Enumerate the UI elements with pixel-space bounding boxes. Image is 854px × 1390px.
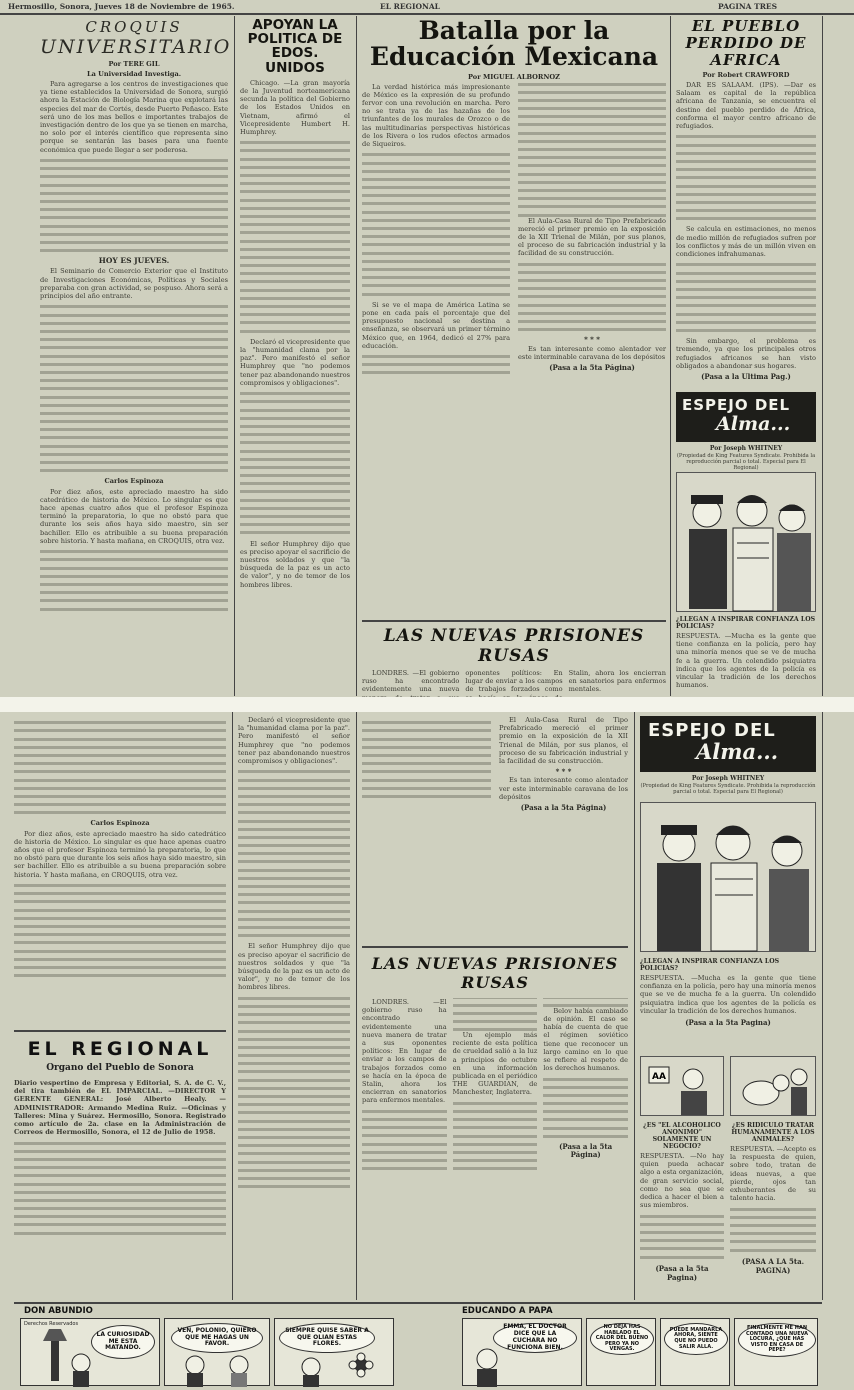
comic-rights: Derechos Reservados xyxy=(24,1321,79,1327)
prisiones-jump: (Pasa a la 5ta Página) xyxy=(559,1142,613,1160)
batalla-paragraph-1: La verdad histórica más impresionante de México es la expresión de su profundo fervor con una revolución en marcha. Pero no se trata ya de las hazañas de los triunfantes de los murales de Orozco o de las multitudinarias perspectivas históricas de los Rivera o los rudos efectos armados de Siqueiros. xyxy=(362,82,510,148)
espejo-title-top: ESPEJO DEL xyxy=(682,396,791,414)
comic-panel-4 xyxy=(462,1318,582,1386)
croquis-intro: La Universidad Investiga. xyxy=(86,70,182,78)
comic-panel-6 xyxy=(660,1318,730,1386)
africa-paragraph-1: DAR ES SALAAM. (IPS). —Dar es Salaam es capital de la república africana de Tanzania, se encuentra el destino del pueblo perdido de África, conforma el mayor centro africano de refugiados. xyxy=(676,81,816,131)
prisiones-teaser-paragraph: LONDRES. —El gobierno ruso ha encontrado evidentemente una nueva oponentes políticos: En lugar de enviar a los campos de trabajos forzados como Stalin, ahora los encierran en sanatorios para enfermos mentales. xyxy=(362,669,666,694)
alcoholics-jump: (Pasa a la 5ta Pagina) xyxy=(655,1263,709,1282)
regional-subtitle: Organo del Pueblo de Sonora xyxy=(46,1063,194,1073)
croquis-title: UNIVERSITARIO xyxy=(40,36,232,58)
header-rule xyxy=(0,13,854,15)
regional-details: Diario vespertino de Empresa y Editorial, S. A. de C. V., del tira también de EL IMPARCIAL. —DIRECTOR Y GERENTE GENERAL: José Alberto Healy. —ADMINISTRADOR: Armando Medina Ruiz. —Oficinas y Talleres: Mina y Suárez. Hermosillo, Sonora. Registrado como artículo de 2a. clase en la Administración de Correos de Hermosillo, Sonora, el 12 de Julio de 1958. xyxy=(14,1079,226,1137)
animals-question: ¿ES RIDICULO TRATAR HUMANAMENTE A LOS ANIMALES? xyxy=(731,1122,815,1143)
comic-panel-3 xyxy=(274,1318,394,1386)
column-rule xyxy=(822,16,823,696)
politica-paragraph-3: El señor Humphrey dijo que es preciso apoyar el sacrificio de nuestros soldados y que "la búsqueda de la paz es un acto de valor", y no de temor de los hombres libres. xyxy=(240,539,350,589)
animals-answer: RESPUESTA. —Acepto es la respuesta de quien, sobre todo, tratan de ideas nuevas, a que pierde, ojos tan exhuberantes de su talento hacia. xyxy=(730,1145,816,1203)
comic-bubble-4: EMMA, EL DOCTOR DICE QUE LA CUCHARA NO FUNCIONA BIEN. xyxy=(493,1323,577,1353)
africa-paragraph-2: Se calcula en estimaciones, no menos de medio millón de refugiados sufren por los conflictos y más de un millón viven en condiciones infrahumanas. xyxy=(676,225,816,259)
comic-panel-2 xyxy=(164,1318,270,1386)
animals-qa xyxy=(730,1120,816,1298)
croquis-byline: Por TERE GIL xyxy=(108,60,160,68)
comic-panel-5 xyxy=(586,1318,656,1386)
africa-column xyxy=(676,18,816,388)
espejo-answer-top: RESPUESTA. —Mucha es la gente que tiene confianza en la policía, pero hay una minoría menos que se ve de mucha fe a la guerra. Un colendido psiquiatra indica que los agentes de la policía es vincular la tradición de los derechos humanos. xyxy=(676,632,816,690)
column-rule xyxy=(234,16,235,696)
regional-title: EL REGIONAL xyxy=(27,1038,213,1060)
alcoholics-drawing xyxy=(641,1057,723,1115)
espejo-credit-text: (Propiedad de King Features Syndicate. Prohibida la reproducción parcial o total. Especial para El Regional) xyxy=(676,453,816,471)
alcoholics-question: ¿ES "EL ALCOHOLICO ANONIMO" SOLAMENTE UN NEGOCIO? xyxy=(643,1122,721,1150)
politica-body xyxy=(240,79,350,589)
espejo-qa-bottom xyxy=(640,956,816,1052)
column-rule xyxy=(634,712,635,1300)
politica-paragraph-3-bottom: El señor Humphrey dijo que es preciso apoyar el sacrificio de nuestros soldados y que "la búsqueda de la paz es un acto de valor", y no de temor de los hombres libres. xyxy=(238,942,350,992)
croquis-body xyxy=(40,80,228,611)
espejo-byline: Por Joseph WHITNEY xyxy=(709,445,783,452)
batalla-paragraph-3: El Aula-Casa Rural de Tipo Prefabricado mereció el primer premio en la exposición de la XII Trienal de Milán, por sus planos, el proceso de su fabricación industrial y la facilidad de su construcción. xyxy=(518,216,666,258)
batalla-headline: Batalla por la Educación Mexicana xyxy=(369,16,659,72)
comic-drawing-4 xyxy=(463,1319,583,1387)
animals-illustration xyxy=(730,1056,816,1116)
scan-separator xyxy=(0,697,854,712)
comic-bubble-6: PUEDE MANDARLA AHORA, SIENTE QUE NO PUEDO SALIR ALLA. xyxy=(664,1323,728,1355)
prisiones-body xyxy=(362,998,628,1308)
espejo-byline-bottom: Por Joseph WHITNEY xyxy=(691,775,765,782)
batalla-column xyxy=(362,18,666,618)
regional-masthead-box xyxy=(14,1038,226,1298)
prisiones-headline: LAS NUEVAS PRISIONES RUSAS xyxy=(371,954,619,992)
batalla-jump: (Pasa a la 5ta Página) xyxy=(549,363,635,372)
batalla-continuation xyxy=(362,716,628,942)
croquis-paragraph-3: Por diez años, este apreciado maestro ha sido catedrático de historia de México. Lo singular es que hace apenas cuatro años que el profesor Espinoza terminó la preparatoria, lo que no obstó para que durante los seis años haya sido maestro, sin ser bachiller. Ello es atribuible a su buena preparación sobre historia. Y hasta mañana, en CROQUIS, otra vez. xyxy=(40,487,228,545)
comic-bubble-3: SIEMPRE QUISE SABER A QUE OLIAN ESTAS FLORES. xyxy=(279,1323,375,1353)
alcoholics-answer: RESPUESTA. —No hay quien pueda achacar algo a esta organización, de gran servicio social, como no sea que se dedica a hacer el bien a sus miembros. xyxy=(640,1152,724,1210)
espejo-answer-bottom: RESPUESTA. —Mucha es la gente que tiene confianza en la policía, pero hay una minoría menos que se ve de mucha fe a la guerra. Un colendido psiquiatra indica que los agentes de la policía es vincular la tradición de los derechos humanos. xyxy=(640,974,816,1015)
croquis-paragraph-1: Para agregarse a los centros de investigaciones que ya tiene establecidos la Universidad de Sonora, surgió ahora la Estación de Biología Marina que explotará las especies del mar de Cortés, desde Puerto Peñasco. Este será uno de los mas bellos e importantes trabajos de investigación dentro de los que ya se tienen en marcha, no solo por el interés científico que representa sino porque se sentarán las bases para una fuente económica que puede llegar a ser poderosa. xyxy=(40,80,228,154)
croquis-paragraph-2: El Seminario de Comercio Exterior que el Instituto de Investigaciones Económicas, Políticas y Sociales preparaba con gran actividad, se pospuso. Ahora será a principios del año entrante. xyxy=(40,267,228,301)
africa-body xyxy=(676,81,816,381)
batalla-jump-bottom: (Pasa a la 5ta Página) xyxy=(520,803,607,813)
espejo-question-bottom: ¿LLEGAN A INSPIRAR CONFIANZA LOS POLICIAS? xyxy=(640,958,780,972)
politica-column xyxy=(240,18,350,694)
africa-headline: EL PUEBLO PERDIDO DE AFRICA xyxy=(685,17,807,69)
section-rule xyxy=(362,620,666,622)
animals-drawing xyxy=(731,1057,815,1115)
espejo-title-bottom-bottom: Alma... xyxy=(696,739,779,764)
prisiones-paragraph-2: Un ejemplo más reciente de esta política de crueldad salió a la luz a principios de octubre en una información publicada en el periódico THE GUARDIAN, de Manchester, Inglaterra. xyxy=(452,1031,538,1097)
comic-panel-1 xyxy=(20,1318,160,1386)
alcoholics-qa xyxy=(640,1120,724,1298)
column-rule xyxy=(356,16,357,696)
africa-byline: Por Robert CRAWFORD xyxy=(702,71,790,79)
batalla-star-note: * * * xyxy=(584,335,600,345)
batalla-body xyxy=(362,83,666,613)
comic-bubble-2: VEN, POLONIO, QUIERO QUE ME HAGAS UN FAVOR. xyxy=(171,1323,263,1353)
comic-bubble-5: NO DEJA HAS HABLADO EL CALOR DEL BUENO PERO YA NO VENGAS. xyxy=(590,1323,654,1355)
comic-bubble-1: LA CURIOSIDAD ME ESTA MATANDO. xyxy=(91,1325,155,1359)
policemen-drawing xyxy=(677,473,815,611)
column-rule xyxy=(232,712,233,1300)
comic-drawing-2 xyxy=(165,1319,271,1387)
croquis-column xyxy=(40,18,232,694)
animals-jump: (PASA A LA 5ta. PAGINA) xyxy=(741,1256,805,1275)
column-rule xyxy=(356,712,357,1300)
alcoholics-illustration xyxy=(640,1056,724,1116)
policemen-drawing-bottom xyxy=(641,803,815,951)
column-rule xyxy=(670,16,671,696)
section-rule xyxy=(14,1030,226,1032)
espejo-credit-bottom xyxy=(640,774,816,798)
educando-papa-title: EDUCANDO A PAPA xyxy=(462,1306,553,1316)
batalla-byline: Por MIGUEL ALBORNOZ xyxy=(468,72,560,81)
politica-paragraph-2: Declaró el vicepresidente que la "humanidad clama por la paz". Pero manifestó el señor Humphrey que "no podemos tener paz abandonando nuestros compromisos y obligaciones". xyxy=(240,337,350,387)
comic-drawing-1 xyxy=(21,1319,161,1387)
prisiones-article xyxy=(362,954,628,1298)
batalla-closing: Es tan interesante como alentador ver este interminable caravana de los depósitos xyxy=(518,344,666,361)
comic-panel-7 xyxy=(734,1318,818,1386)
policemen-illustration-bottom xyxy=(640,802,816,952)
croquis-subhead: HOY ES JUEVES. xyxy=(98,256,170,266)
batalla-paragraph-2: Si se ve el mapa de América Latina se pone en cada país el porcentaje que del presupuesto nacional se destina a enseñanza, se observará un primer término México que, en 1964, dedicó el 27% para educación. xyxy=(362,300,510,350)
svg-text:AA: AA xyxy=(652,1072,666,1082)
croquis-continuation-body xyxy=(14,721,226,977)
paper-name-folio: EL REGIONAL xyxy=(380,2,440,11)
espejo-banner xyxy=(676,392,816,442)
espejo-banner-bottom xyxy=(640,716,816,772)
policemen-illustration xyxy=(676,472,816,612)
prisiones-top-teaser xyxy=(362,626,666,696)
espejo-title-bottom: Alma... xyxy=(716,413,791,435)
comic-bubble-7: FINALMENTE ME HAN CONTADO UNA NUEVA LOCURA, ¿QUE HAS VISTO EN CASA DE PEPE? xyxy=(738,1323,816,1357)
prisiones-paragraph-1: LONDRES. —El gobierno ruso ha encontrado evidentemente una nueva manera de tratar a sus oponentes políticos: En lugar de enviar a los campos de trabajos forzados como se hacía en la época de Stalin, ahora los encierran en sanatorios para enfermos mentales. xyxy=(362,998,447,1105)
batalla-paragraph-3-bottom: El Aula-Casa Rural de Tipo Prefabricado mereció el primer premio en la exposición de la XII Trienal de Milán, por sus planos, el proceso de su fabricación industrial y la facilidad de su construcción. xyxy=(499,716,628,766)
newspaper-page-bottom xyxy=(0,712,854,1390)
africa-paragraph-3: Sin embargo, el problema es tremendo, ya que los principales otros refugiados africanos se han visto obligados a abandonar sus hogares. xyxy=(676,337,816,370)
batalla-continuation-body xyxy=(362,716,628,938)
don-abundio-title: DON ABUNDIO xyxy=(24,1306,93,1316)
batalla-star-note-bottom: * * * xyxy=(555,767,572,777)
espejo-question-top: ¿LLEGAN A INSPIRAR CONFIANZA LOS POLICIAS? xyxy=(676,616,816,630)
espejo-title-top-bottom: ESPEJO DEL xyxy=(648,720,776,741)
politica-paragraph-1: Chicago. —La gran mayoría de la Juventud norteamericana secunda la política del Gobierno de los Estados Unidos en Vietnam, afirmó el Vicepresidente Humbert H. Humphrey. xyxy=(240,78,350,136)
politica-headline: APOYAN LA POLITICA DE EDOS. UNIDOS xyxy=(247,17,343,76)
croquis-signature: Carlos Espinoza xyxy=(104,477,164,486)
column-rule xyxy=(822,712,823,1300)
croquis-paragraph-3-bottom: Por diez años, este apreciado maestro ha sido catedrático de historia de México. Lo singular es que hace apenas cuatro años que el profesor Espinoza terminó la preparatoria, lo que no obstó para que durante los seis años haya sido maestro, sin ser bachiller. Ello es atribuible a su buena preparación sobre historia. Y hasta mañana, en CROQUIS, otra vez. xyxy=(14,829,226,879)
batalla-closing-bottom: Es tan interesante como alentador ver este interminable caravana de los depósitos xyxy=(499,776,628,801)
flower-drawing xyxy=(275,1319,395,1387)
politica-continuation-body xyxy=(238,716,350,1188)
date-line: Hermosillo, Sonora, Jueves 18 de Noviembre de 1965. xyxy=(8,2,235,11)
africa-jump: (Pasa a la Ultima Pag.) xyxy=(701,371,791,381)
espejo-jump: (Pasa a la 5ta Pagina) xyxy=(685,1018,771,1028)
croquis-signature-bottom: Carlos Espinoza xyxy=(90,819,150,828)
croquis-continuation xyxy=(14,716,226,1028)
section-rule xyxy=(362,946,628,948)
comics-rule xyxy=(14,1302,822,1304)
prisiones-headline-top: LAS NUEVAS PRISIONES RUSAS xyxy=(383,626,645,666)
croquis-kicker: CROQUIS xyxy=(85,18,183,36)
espejo-credit-text-bottom: (Propiedad de King Features Syndicate. Prohibida la reproducción parcial o total. Especial para El Regional) xyxy=(640,783,816,795)
espejo-qa-top xyxy=(676,614,816,696)
politica-paragraph-2-bottom: Declaró el vicepresidente que la "humanidad clama por la paz". Pero manifestó el señor Humphrey que "no podemos tener paz abandonando nuestros compromisos y obligaciones". xyxy=(238,716,350,766)
politica-continuation xyxy=(238,716,350,1298)
prisiones-paragraph-3: Belov había cambiado de opinión. El caso se había de cuenta de que el régimen soviético tiene que reconocer un largo camino en lo que se refiere al respeto de los derechos humanos. xyxy=(543,1006,628,1073)
espejo-credit xyxy=(676,444,816,471)
page-label: PAGINA TRES xyxy=(718,2,778,11)
